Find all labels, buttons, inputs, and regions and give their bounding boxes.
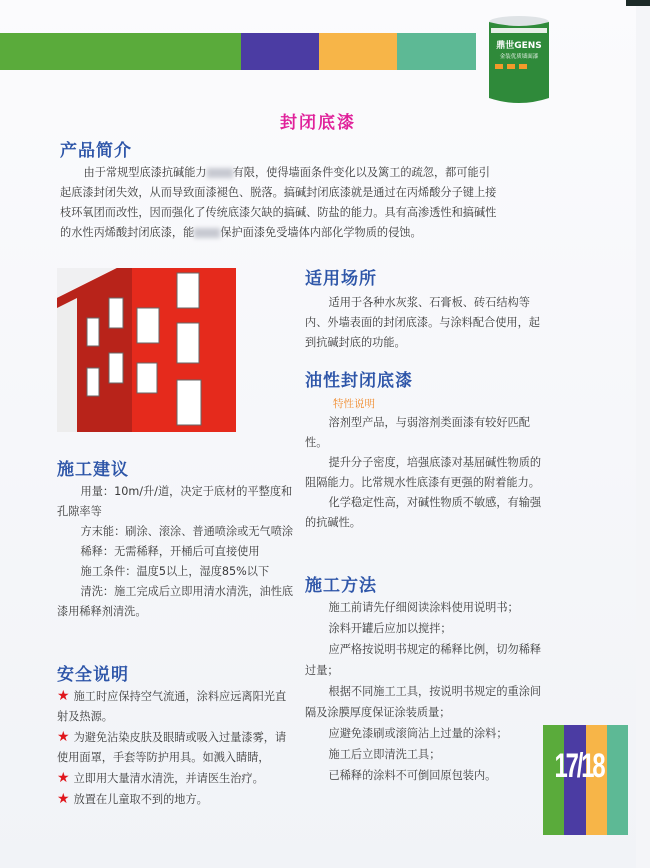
advice-para: 用量：10m/升/道，决定于底材的平整度和孔隙率等 [57,485,293,518]
intro-part: 由于常规型底漆抗碱能力 [83,166,207,179]
safety-item [57,727,297,768]
can-label: 金装优质墙面漆 [499,54,539,60]
safety-item [57,768,297,789]
intro-text [60,163,500,243]
advice-para: 施工条件：温度5以上，湿度85%以下 [80,565,270,578]
advice-para: 清洗：施工完成后立即用清水清洗，油性底漆用稀释剂清洗。 [57,585,294,618]
advice-para: 稀释：无需稀释，开桶后可直接使用 [80,545,260,558]
method-text [305,597,545,786]
safety-item [57,686,297,727]
advice-para: 方末能：刷涂、滚涂、普通喷涂或无气喷涂 [80,525,294,538]
method-para: 应避免漆刷或滚筒沾上过量的涂料； [328,727,508,740]
method-heading: 施工方法 [305,576,377,596]
color-bar-green [0,33,241,70]
paint-can-image [487,14,551,106]
safety-item-text: 立即用大量清水清洗，并请医生治疗。 [73,772,264,785]
redacted [207,168,233,178]
color-bar-orange [319,33,397,70]
advice-text [57,482,297,622]
oil-subheading: 特性说明 [333,398,375,410]
safety-list [57,686,297,810]
method-para: 施工后立即清洗工具； [328,748,441,761]
method-para: 应严格按说明书规定的稀释比例，切勿稀释过量； [305,643,542,677]
color-bar-purple [241,33,319,70]
intro-heading: 产品简介 [60,141,132,161]
building-photo [57,268,236,432]
page-number-block [543,725,628,835]
method-para: 已稀释的涂料不可倒回原包装内。 [328,769,497,782]
oil-text [305,413,545,533]
safety-item-text: 为避免沾染皮肤及眼睛或吸入过量漆雾，请使用面罩，手套等防护用具。如溅入睛睛， [57,731,287,764]
safety-item [57,789,297,810]
page-title: 封闭底漆 [280,113,356,133]
oil-heading: 油性封闭底漆 [305,371,413,391]
safety-item-text: 放置在儿童取不到的地方。 [73,793,208,806]
oil-para: 化学稳定性高，对碱性物质不敏感，有输强的抗碱性。 [305,496,542,529]
usage-para: 适用于各种水灰浆、石膏板、砖石结构等内、外墙表面的封闭底漆。与涂料配合使用，起到抗碱封底的功能。 [305,296,540,349]
color-bar-teal [397,33,476,70]
intro-part: 保护面漆免受墙体内部化学物质的侵蚀。 [220,226,422,239]
redacted [194,228,220,238]
method-para: 涂料开罐后应加以搅拌； [328,622,452,635]
star-icon: ★ [57,688,70,704]
method-para: 施工前请先仔细阅读涂料使用说明书； [328,601,519,614]
oil-para: 溶剂型产品，与弱溶剂类面漆有较好匹配性。 [305,416,530,449]
oil-para: 提升分子密度，培强底漆对基屈碱性物质的阻隔能力。比常规水性底漆有更强的附着能力。 [305,456,542,489]
page-number: 17/18 [554,747,604,785]
can-brand: 鼎世GENS [496,41,542,51]
safety-item-text: 施工时应保持空气流通，涂料应远离阳光直射及热源。 [57,690,287,723]
intro-part: 有限，使得墙面条件变化以及篱工的疏忽，都可能引起底漆封闭失效，从而导致面漆褪色、脱落。搞碱封闭底漆就是通过在丙烯酸分子键上接枝环氧团而改性，因而强化了传统底漆欠缺的搞碱、防盐的能力。具有高渗透性和搞碱性的水性丙烯酸封闭底漆，能 [60,166,497,239]
method-para: 根据不同施工工具，按说明书规定的重涂间隔及涂膜厚度保证涂装质量； [305,685,542,719]
safety-heading: 安全说明 [57,665,129,685]
advice-heading: 施工建议 [57,460,129,480]
star-icon: ★ [57,729,70,745]
star-icon: ★ [57,791,70,807]
star-icon: ★ [57,770,70,786]
corner-mark [626,0,650,6]
usage-text [305,293,545,353]
usage-heading: 适用场所 [305,269,377,289]
